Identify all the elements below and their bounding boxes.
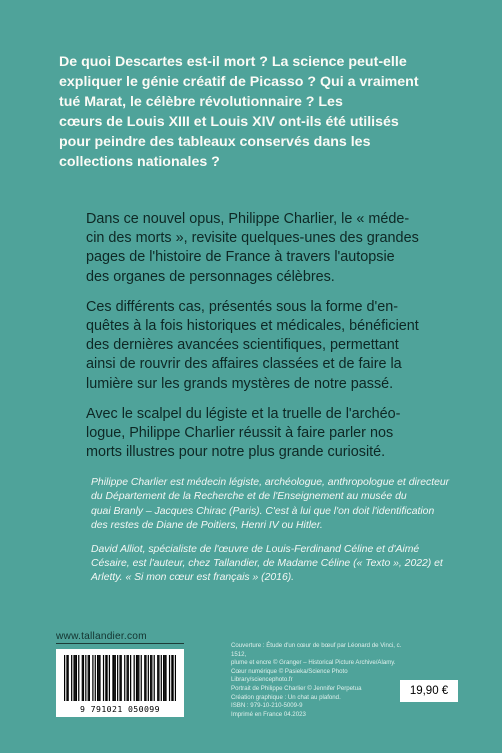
barcode-bar	[106, 655, 107, 701]
barcode-bar	[97, 655, 98, 701]
barcode-bar	[130, 655, 131, 701]
text-line: ainsi de rouvrir des affaires classées et de faire la	[86, 356, 402, 373]
intro-line: pour peindre des tableaux conservés dans les	[59, 134, 371, 150]
text-line: pages de l'histoire de France à travers l'autopsie	[86, 249, 395, 266]
barcode-bar	[83, 655, 84, 701]
barcode-bar	[98, 655, 99, 701]
bio-alliot	[91, 543, 457, 586]
barcode-bar	[71, 655, 72, 701]
barcode-bar	[172, 655, 173, 701]
barcode-bar	[109, 655, 110, 701]
barcode-bar	[76, 655, 77, 701]
barcode-bar	[66, 655, 67, 701]
barcode-bar	[134, 655, 135, 701]
barcode-bar	[157, 655, 158, 701]
barcode-bar	[126, 655, 127, 701]
text-line: logue, Philippe Charlier réussit à faire parler nos	[86, 425, 394, 442]
intro-line: De quoi Descartes est-il mort ? La science peut-elle	[59, 54, 407, 70]
text-line: morts illustres pour notre plus grande curiosité.	[86, 444, 386, 461]
barcode-bar	[75, 655, 76, 701]
intro-line: tué Marat, le célèbre révolutionnaire ? Les	[59, 94, 343, 110]
barcode-bar	[150, 655, 151, 701]
text-line: des restes de Diane de Poitiers, Henri IV ou Hitler.	[91, 520, 323, 532]
barcode-bar	[114, 655, 115, 701]
barcode-bar	[121, 655, 122, 701]
barcode-bar	[112, 655, 113, 701]
text-line: du Département de la Recherche et de l'Enseignement au musée du	[91, 491, 407, 503]
barcode-bar	[141, 655, 142, 701]
description-paragraph-3	[86, 405, 464, 463]
cover-credits	[231, 642, 406, 719]
text-line: quai Branly – Jacques Chirac (Paris). C'est à lui que l'on doit l'identification	[91, 505, 435, 517]
barcode-bar	[99, 655, 100, 701]
price-tag: 19,90 €	[400, 680, 458, 702]
barcode-bar	[144, 655, 145, 701]
barcode-bar	[145, 655, 146, 701]
text-line: des dernières avancées scientifiques, permettant	[86, 337, 399, 354]
barcode-bar	[151, 655, 152, 701]
barcode-bar	[148, 655, 149, 701]
barcode-bar	[95, 655, 96, 701]
barcode-number: 9 791021 050099	[80, 704, 160, 714]
intro-line: collections nationales ?	[59, 154, 220, 170]
barcode-bar	[128, 655, 129, 701]
barcode-bar	[154, 655, 155, 701]
barcode-bar	[105, 655, 106, 701]
barcode-bar	[117, 655, 118, 701]
barcode-bars	[64, 655, 176, 701]
credit-line: Création graphique : Un chat au plafond.	[231, 693, 341, 701]
text-line: des organes de personnages célèbres.	[86, 268, 335, 285]
text-line: quêtes à la fois historiques et médicales, bénéficient	[86, 318, 419, 335]
text-line: Philippe Charlier est médecin légiste, archéologue, anthropologue et directeur	[91, 477, 450, 488]
description-paragraph-2	[86, 298, 464, 394]
barcode-bar	[103, 655, 104, 701]
barcode-bar	[164, 655, 165, 701]
barcode-bar	[89, 655, 90, 701]
bio-charlier	[91, 476, 457, 534]
barcode-bar	[175, 655, 176, 701]
intro-questions	[59, 52, 459, 172]
barcode-bar	[165, 655, 166, 701]
barcode-bar	[119, 655, 120, 701]
barcode-bar	[92, 655, 93, 701]
barcode-bar	[136, 655, 137, 701]
barcode-bar	[82, 655, 83, 701]
intro-line: expliquer le génie créatif de Picasso ? Qui a vraiment	[59, 74, 419, 90]
text-line: lumière sur les grands mystères de notre passé.	[86, 375, 394, 392]
description-body	[86, 210, 464, 473]
description-paragraph-1	[86, 210, 464, 287]
publisher-website: www.tallandier.com	[56, 631, 147, 642]
barcode-bar	[161, 655, 162, 701]
text-line: Arletty. « Si mon cœur est français » (2016).	[91, 572, 295, 584]
text-line: Avec le scalpel du légiste et la truelle de l'archéo-	[86, 405, 401, 422]
intro-line: cœurs de Louis XIII et Louis XIV ont-ils été utilisés	[59, 114, 399, 130]
credit-line: Couverture : Étude d'un cœur de bœuf par Léonard de Vinci, c. 1512,	[231, 642, 402, 658]
print-info: Imprimé en France 04.2023	[231, 710, 306, 718]
barcode-bar	[68, 655, 69, 701]
credit-line: Portrait de Philippe Charlier © Jennifer Perpetua	[231, 684, 362, 692]
barcode-bar	[85, 655, 86, 701]
barcode-bar	[171, 655, 172, 701]
barcode-bar	[124, 655, 125, 701]
divider	[56, 643, 184, 644]
barcode-bar	[137, 655, 138, 701]
author-bios	[91, 476, 457, 595]
barcode-bar	[78, 655, 79, 701]
barcode-bar	[64, 655, 65, 701]
credit-line: Cœur numérique © Pasieka/Science Photo Library/sciencephoto.fr	[231, 667, 348, 684]
credit-line: plume et encre © Granger – Historical Picture Archive/Alamy.	[231, 659, 396, 667]
barcode-bar	[163, 655, 164, 701]
barcode-bar	[138, 655, 139, 701]
barcode-bar	[115, 655, 116, 701]
isbn-text: ISBN : 979-10-210-5009-9	[231, 702, 303, 710]
isbn-barcode	[56, 649, 184, 717]
text-line: Ces différents cas, présentés sous la forme d'en-	[86, 298, 399, 315]
barcode-bar	[169, 655, 170, 701]
text-line: David Alliot, spécialiste de l'œuvre de Louis-Ferdinand Céline et d'Aimé	[91, 543, 420, 555]
barcode-bar	[73, 655, 74, 701]
text-line: Césaire, est l'auteur, chez Tallandier, de Madame Céline (« Texto », 2022) et	[91, 558, 443, 570]
text-line: Dans ce nouvel opus, Philippe Charlier, le « méde-	[86, 211, 410, 227]
text-line: cin des morts », revisite quelques-unes des grandes	[86, 230, 419, 247]
barcode-bar	[88, 655, 89, 701]
barcode-bar	[158, 655, 159, 701]
